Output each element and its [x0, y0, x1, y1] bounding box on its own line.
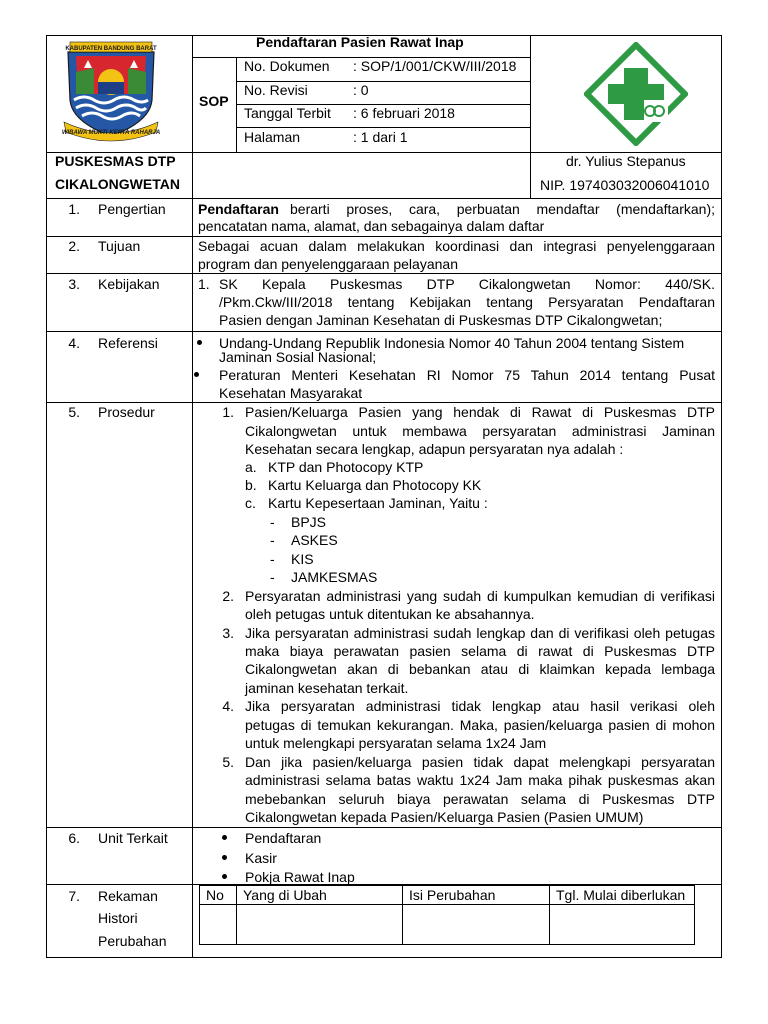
list-dash: - — [270, 532, 275, 548]
meta-label-document-number: No. Dokumen — [244, 58, 330, 74]
section-1-line-2: pencatatan nama, alamat, dan sebagainya dalam daftar — [198, 218, 545, 234]
revision-table-column-divider — [402, 885, 403, 945]
reference-2-line-1: Peraturan Menteri Kesehatan RI Nomor 75 Tahun 2014 tentang Pusat — [219, 367, 715, 383]
bullet-icon — [222, 855, 227, 860]
procedure-4-line-1: Jika persyaratan administrasi tidak lengkap atau hasil verikasi oleh — [245, 698, 715, 714]
section-3-line-2: /Pkm.Ckw/III/2018 tentang Kebijakan tentang Persyaratan Pendaftaran — [219, 294, 715, 310]
meta-value-page: : 1 dari 1 — [353, 129, 408, 145]
bullet-icon — [222, 835, 227, 840]
section-7-number: 7. — [68, 888, 80, 904]
section-4-label: Referensi — [98, 335, 158, 351]
section-3-number: 3. — [68, 276, 80, 292]
section-2-line-2: program dan penyelenggaraan pelayanan — [198, 256, 458, 272]
requirement-a: KTP dan Photocopy KTP — [268, 459, 424, 475]
row-divider-4 — [46, 331, 722, 332]
revision-table-column-divider — [236, 885, 237, 945]
procedure-4-line-2: petugas di temukan kekurangan. Maka, pasien/keluarga pasien di mohon — [245, 717, 715, 733]
procedure-2-line-1: Persyaratan administrasi yang sudah di kumpulkan kemudian di verifikasi — [245, 588, 715, 604]
section-3-line-1: SK Kepala Puskesmas DTP Cikalongwetan Nomor: 440/SK. — [219, 276, 715, 292]
bullet-icon — [197, 340, 202, 345]
requirement-c-letter: c. — [245, 495, 256, 511]
reference-1-line-2: Jaminan Sosial Nasional; — [219, 349, 377, 365]
meta-label-revision: No. Revisi — [244, 82, 308, 98]
puskesmas-logo — [584, 42, 688, 146]
sop-label: SOP — [199, 93, 229, 109]
logo-motto-text: WIBAWA MUKTI KERTA RAHARJA — [62, 130, 160, 136]
meta-value-issue-date: : 6 februari 2018 — [353, 105, 455, 121]
insurance-item-askes: ASKES — [291, 532, 338, 548]
revision-table-header-divider — [199, 904, 695, 905]
procedure-1-line-1: Pasien/Keluarga Pasien yang hendak di Rawat di Puskesmas DTP — [245, 404, 715, 420]
insurance-item-kis: KIS — [291, 551, 314, 567]
signer-name: dr. Yulius Stepanus — [566, 153, 686, 169]
procedure-5-line-4: Cikalongwetan kepada Pasien/Keluarga Pasien (Pasien UMUM) — [245, 809, 644, 825]
section-5-number: 5. — [68, 404, 80, 420]
procedure-4-number: 4. — [222, 698, 234, 714]
revision-table-column-divider — [549, 885, 550, 945]
section-7-label-line-3: Perubahan — [98, 933, 167, 949]
requirement-b: Kartu Keluarga dan Photocopy KK — [268, 477, 482, 493]
procedure-5-line-1: Dan jika pasien/keluarga pasien tidak dapat melengkapi persyaratan — [245, 754, 715, 770]
column-divider-left — [192, 35, 193, 958]
section-6-number: 6. — [68, 830, 80, 846]
document-title: Pendaftaran Pasien Rawat Inap — [256, 34, 464, 50]
organization-name-line-1: PUSKESMAS DTP — [55, 153, 176, 169]
meta-value-document-number: : SOP/1/001/CKW/III/2018 — [353, 58, 517, 74]
revision-column-effective-date: Tgl. Mulai diberlukan — [556, 887, 686, 903]
reference-1-line-1: Undang-Undang Republik Indonesia Nomor 40 Tahun 2004 tentang Sistem — [219, 335, 685, 351]
bullet-icon — [194, 372, 199, 377]
row-divider-1 — [46, 198, 722, 199]
section-7-label-line-2: Histori — [98, 910, 138, 926]
section-1-line-1: berarti proses, cara, perbuatan mendaftar (mendaftarkan); — [290, 201, 715, 217]
unit-pendaftaran: Pendaftaran — [245, 830, 322, 846]
procedure-3-line-2: maka biaya perawatan pasien selama di rawat di Puskesmas DTP — [245, 643, 715, 659]
bullet-icon — [222, 874, 227, 879]
procedure-5-line-2: administrasi selama batas waktu 1x24 Jam maka pihak puskesmas akan — [245, 772, 715, 788]
procedure-3-number: 3. — [222, 625, 234, 641]
section-2-label: Tujuan — [98, 238, 141, 254]
section-1-number: 1. — [68, 201, 80, 217]
section-4-number: 4. — [68, 335, 80, 351]
row-divider-6 — [46, 827, 722, 828]
meta-label-issue-date: Tanggal Terbit — [244, 105, 331, 121]
procedure-1-line-3: Kesehatan secara lengkap, adapun persyaratan nya adalah : — [245, 441, 624, 457]
unit-pokja-rawat-inap: Pokja Rawat Inap — [245, 869, 355, 885]
section-1-label: Pengertian — [98, 201, 166, 217]
reference-2-line-2: Kesehatan Masyarakat — [219, 385, 363, 401]
unit-kasir: Kasir — [245, 850, 277, 866]
meta-value-revision: : 0 — [353, 82, 369, 98]
procedure-3-line-4: jaminan kesehatan terkait. — [245, 680, 409, 696]
section-1-term: Pendaftaran — [198, 201, 279, 217]
column-divider-right — [530, 35, 531, 198]
meta-label-page: Halaman — [244, 129, 301, 145]
signer-nip: NIP. 197403032006041010 — [540, 177, 710, 193]
logo-banner-text: KABUPATEN BANDUNG BARAT — [65, 46, 157, 52]
procedure-3-line-3: Cikalongwetan akan di bebankan atau di klaimkan kepada lembaga — [245, 661, 715, 677]
revision-column-changed-item: Yang di Ubah — [243, 887, 327, 903]
section-2-line-1: Sebagai acuan dalam melakukan koordinasi dan integrasi penyelenggaraan — [198, 238, 715, 254]
list-dash: - — [270, 514, 275, 530]
list-dash: - — [270, 551, 275, 567]
procedure-5-number: 5. — [222, 754, 234, 770]
revision-column-no: No — [206, 887, 224, 903]
section-7-label-line-1: Rekaman — [98, 888, 158, 904]
section-6-label: Unit Terkait — [98, 830, 168, 846]
section-3-line-3: Pasien dengan Jaminan Kesehatan di Puskesmas DTP Cikalongwetan; — [219, 312, 663, 328]
procedure-1-number: 1. — [222, 404, 234, 420]
procedure-5-line-3: mebebankan seluruh biaya perawatan selama di Puskesmas DTP — [245, 791, 715, 807]
organization-name-line-2: CIKALONGWETAN — [55, 176, 180, 192]
procedure-2-number: 2. — [222, 588, 234, 604]
list-dash: - — [270, 569, 275, 585]
row-divider-3 — [46, 273, 722, 274]
insurance-item-bpjs: BPJS — [291, 514, 327, 530]
kabupaten-bandung-barat-logo — [62, 38, 160, 142]
section-2-number: 2. — [68, 238, 80, 254]
section-3-label: Kebijakan — [98, 276, 160, 292]
procedure-3-line-1: Jika persyaratan administrasi sudah lengkap dan di verifikasi oleh petugas — [245, 625, 715, 641]
insurance-item-jamkesmas: JAMKESMAS — [291, 569, 378, 585]
requirement-c: Kartu Kepesertaan Jaminan, Yaitu : — [268, 495, 488, 511]
requirement-b-letter: b. — [245, 477, 257, 493]
procedure-2-line-2: oleh petugas untuk ditentukan ke absahannya. — [245, 606, 535, 622]
procedure-4-line-3: untuk melengkapi persyaratan selama 1x24 Jam — [245, 735, 547, 751]
section-3-item-number: 1. — [198, 276, 210, 292]
requirement-a-letter: a. — [245, 459, 257, 475]
procedure-1-line-2: Cikalongwetan untuk membawa persyaratan administrasi Jaminan — [245, 423, 715, 439]
revision-column-change-content: Isi Perubahan — [409, 887, 496, 903]
section-5-label: Prosedur — [98, 404, 155, 420]
